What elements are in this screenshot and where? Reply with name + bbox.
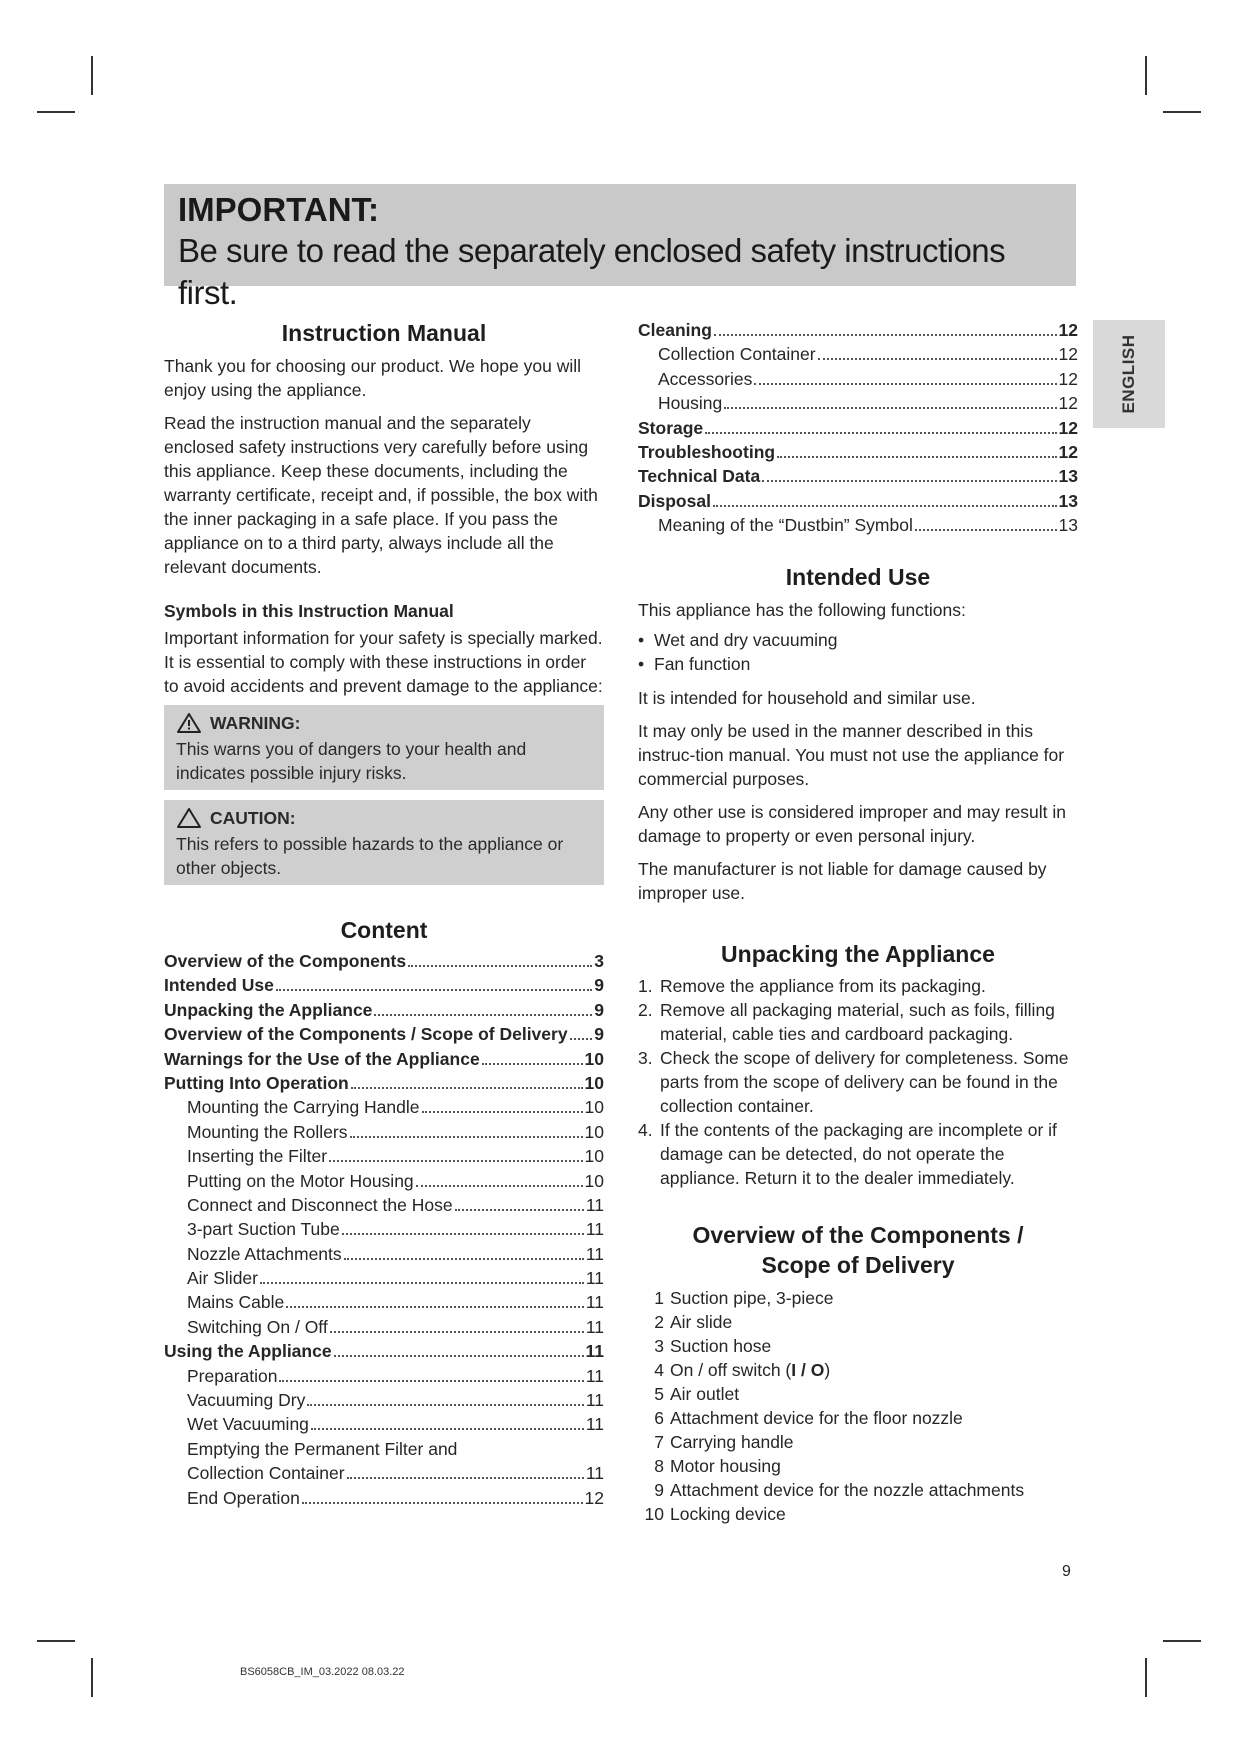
crop-mark xyxy=(37,1640,75,1642)
list-item: 4 On / off switch ( I / O ) xyxy=(654,1359,831,1380)
list-item: 10 Locking device xyxy=(644,1503,786,1524)
language-tab xyxy=(1093,320,1165,428)
page-number: 9 xyxy=(1062,1563,1071,1580)
toc-subentry[interactable]: Collection Container 11 xyxy=(187,1463,604,1484)
caution-title: CAUTION: xyxy=(210,808,296,828)
list-item: 4. If the contents of the packaging are incomplete or if damage can be detected, do not operate the appliance. Return it to the dealer immediately. xyxy=(638,1119,1057,1188)
crop-mark xyxy=(1163,111,1201,113)
content-heading: Content xyxy=(340,917,428,943)
toc-subentry[interactable]: Mains Cable 11 xyxy=(187,1292,604,1313)
crop-mark xyxy=(91,56,93,95)
toc-subentry[interactable]: Collection Container 12 xyxy=(658,344,1078,365)
list-item: 8 Motor housing xyxy=(654,1455,781,1476)
toc-entry[interactable]: Putting Into Operation 10 xyxy=(164,1072,604,1093)
toc-entry[interactable]: Using the Appliance 11 xyxy=(164,1341,604,1362)
intended-use-p3: Any other use is considered improper and may result in damage to property or even personal injury. xyxy=(638,801,1066,846)
caution-triangle-icon xyxy=(176,807,202,829)
caution-text: This refers to possible hazards to the appliance or other objects. xyxy=(176,834,564,878)
toc-subentry[interactable]: Accessories 12 xyxy=(658,368,1078,389)
intended-use-heading: Intended Use xyxy=(785,563,931,590)
intended-use-p4: The manufacturer is not liable for damage caused by improper use. xyxy=(638,858,1047,903)
list-item: 3. Check the scope of delivery for completeness. Some parts from the scope of delivery can be found in the collection container. xyxy=(638,1047,1069,1116)
toc-subentry[interactable]: Meaning of the “Dustbin” Symbol 13 xyxy=(658,515,1078,536)
list-item: • Wet and dry vacuuming xyxy=(638,628,1078,652)
toc-entry[interactable]: Unpacking the Appliance 9 xyxy=(164,999,604,1020)
toc-subentry[interactable]: Air Slider 11 xyxy=(187,1268,604,1289)
banner-subtitle: Be sure to read the separately enclosed safety instructions first. xyxy=(178,232,1006,311)
toc-entry[interactable]: Storage 12 xyxy=(638,417,1078,438)
caution-box xyxy=(164,800,604,885)
intended-use-p1: It is intended for household and similar use. xyxy=(638,687,976,708)
warning-title: WARNING: xyxy=(210,713,301,733)
toc-subentry[interactable]: Vacuuming Dry 11 xyxy=(187,1390,604,1411)
toc-subentry[interactable]: Mounting the Carrying Handle 10 xyxy=(187,1097,604,1118)
crop-mark xyxy=(91,1658,93,1697)
warning-title-row xyxy=(176,711,592,735)
toc-subentry[interactable]: Mounting the Rollers 10 xyxy=(187,1121,604,1142)
list-item: 6 Attachment device for the floor nozzle xyxy=(654,1407,963,1428)
unpacking-heading: Unpacking the Appliance xyxy=(721,940,995,967)
function-list xyxy=(638,628,1078,676)
intro-paragraph: Thank you for choosing our product. We hope you will enjoy using the appliance. xyxy=(164,356,581,400)
warning-triangle-icon xyxy=(176,712,202,734)
components-heading-line2: Scope of Delivery xyxy=(761,1251,955,1278)
toc-subentry[interactable]: Nozzle Attachments 11 xyxy=(187,1243,604,1264)
toc-subentry: Emptying the Permanent Filter and xyxy=(187,1438,458,1459)
toc-subentry[interactable]: Putting on the Motor Housing 10 xyxy=(187,1170,604,1191)
crop-mark xyxy=(1145,1658,1147,1697)
toc-subentry[interactable]: 3-part Suction Tube 11 xyxy=(187,1219,604,1240)
crop-mark xyxy=(1163,1640,1201,1642)
list-item: 9 Attachment device for the nozzle attachments xyxy=(654,1479,1025,1500)
language-tab-label: ENGLISH xyxy=(1119,334,1138,414)
toc-subentry[interactable]: Wet Vacuuming 11 xyxy=(187,1414,604,1435)
toc-subentry[interactable]: Inserting the Filter 10 xyxy=(187,1146,604,1167)
components-heading-line1: Overview of the Components / xyxy=(692,1221,1024,1248)
list-item: 2. Remove all packaging material, such as foils, filling material, cable ties and cardboard packaging. xyxy=(638,999,1055,1044)
toc-entry[interactable]: Warnings for the Use of the Appliance 10 xyxy=(164,1048,604,1069)
left-column xyxy=(164,318,604,1510)
toc-subentry[interactable]: End Operation 12 xyxy=(187,1487,604,1508)
footer-code: BS6058CB_IM_03.2022 08.03.22 xyxy=(240,1666,405,1678)
banner-title: IMPORTANT: xyxy=(178,191,380,228)
toc-subentry[interactable]: Connect and Disconnect the Hose 11 xyxy=(187,1194,604,1215)
crop-mark xyxy=(37,111,75,113)
intended-use-p2: It may only be used in the manner described in this instruc-tion manual. You must not use the appliance for commercial purposes. xyxy=(638,720,1065,789)
read-manual-paragraph: Read the instruction manual and the separately enclosed safety instructions very carefully before using this appliance. Keep these documents, including the warranty certificate, receipt and, if possible, the box with the inner packaging in a safe place. If you pass the appliance on to a third party, always include all the relevant documents. xyxy=(164,413,598,577)
toc-entry[interactable]: Overview of the Components 3 xyxy=(164,951,604,971)
list-item: 1 Suction pipe, 3-piece xyxy=(654,1287,834,1308)
right-column xyxy=(638,318,1078,1526)
list-item: 7 Carrying handle xyxy=(654,1431,794,1452)
crop-mark xyxy=(1145,56,1147,95)
toc-subentry[interactable]: Housing 12 xyxy=(658,393,1078,414)
table-of-contents xyxy=(164,949,604,1510)
toc-entry[interactable]: Overview of the Components / Scope of Delivery 9 xyxy=(164,1024,604,1045)
symbols-intro: Important information for your safety is specially marked. It is essential to comply with these instructions in order to avoid accidents and prevent damage to the appliance: xyxy=(164,628,603,696)
list-item: 3 Suction hose xyxy=(654,1335,772,1356)
instruction-manual-heading: Instruction Manual xyxy=(281,320,487,346)
toc-subentry[interactable]: Preparation 11 xyxy=(187,1365,604,1386)
toc-subentry[interactable]: Switching On / Off 11 xyxy=(187,1316,604,1337)
warning-box xyxy=(164,705,604,790)
symbols-heading: Symbols in this Instruction Manual xyxy=(164,601,454,621)
switch-symbol: I / O xyxy=(791,1359,825,1380)
important-banner xyxy=(164,184,1076,311)
toc-entry[interactable]: Troubleshooting 12 xyxy=(638,441,1078,462)
warning-text: This warns you of dangers to your health and indicates possible injury risks. xyxy=(176,739,527,783)
list-item: 2 Air slide xyxy=(654,1311,733,1332)
toc-continued xyxy=(638,318,1078,538)
list-item: 1. Remove the appliance from its packaging. xyxy=(638,975,986,996)
components-list xyxy=(638,1286,1078,1526)
toc-entry[interactable]: Technical Data 13 xyxy=(638,466,1078,487)
toc-entry[interactable]: Intended Use 9 xyxy=(164,975,604,996)
caution-title-row xyxy=(176,806,592,830)
unpacking-steps xyxy=(638,974,1078,1190)
list-item: • Fan function xyxy=(638,652,1078,676)
toc-entry[interactable]: Cleaning 12 xyxy=(638,320,1078,340)
list-item: 5 Air outlet xyxy=(654,1383,740,1404)
toc-entry[interactable]: Disposal 13 xyxy=(638,490,1078,511)
intended-use-intro: This appliance has the following functions: xyxy=(638,599,966,620)
components-heading xyxy=(638,1220,1078,1280)
